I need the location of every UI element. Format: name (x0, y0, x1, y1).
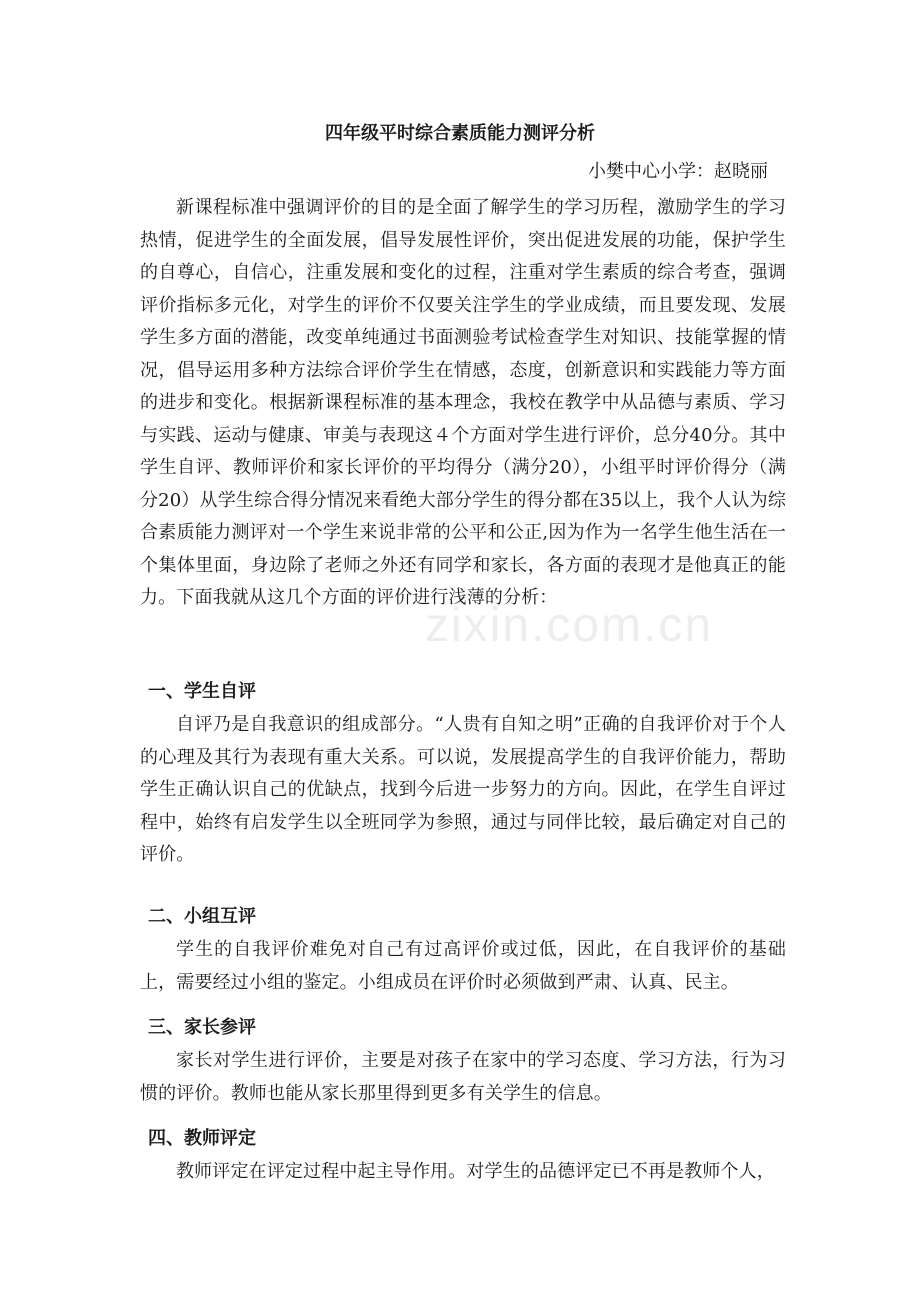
author-line: 小樊中心小学：赵晓丽 (588, 161, 768, 182)
section-text-parent-evaluation: 家长对学生进行评价，主要是对孩子在家中的学习态度、学习方法，行为习惯的评价。教师也能从家长那里得到更多有关学生的信息。 (140, 1050, 786, 1104)
section-text-group-evaluation: 学生的自我评价难免对自己有过高评价或过低，因此，在自我评价的基础上，需要经过小组的鉴定。小组成员在评价时必须做到严肃、认真、民主。 (140, 939, 786, 993)
intro-paragraph: 新课程标准中强调评价的目的是全面了解学生的学习历程，激励学生的学习热情，促进学生的全面发展，倡导发展性评价，突出促进发展的功能，保护学生的自尊心，自信心，注重发展和变化的过程，注重对学生素质的综合考查，强调评价指标多元化，对学生的评价不仅要关注学生的学业成绩，而且要发现、发展学生多方面的潜能，改变单纯通过书面测验考试检查学生对知识、技能掌握的情况，倡导运用多种方法综合评价学生在情感，态度，创新意识和实践能力等方面的进步和变化。根据新课程标准的基本理念，我校在教学中从品德与素质、学习与实践、运动与健康、审美与表现这４个方面对学生进行评价，总分40分。其中学生自评、教师评价和家长评价的平均得分（满分20），小组平时评价得分（满分20）从学生综合得分情况来看绝大部分学生的得分都在35以上，我个人认为综合素质能力测评对一个学生来说非常的公平和公正,因为作为一名学生他生活在一个集体里面，身边除了老师之外还有同学和家长，各方面的表现才是他真正的能力。下面我就从这几个方面的评价进行浅薄的分析： (140, 197, 786, 608)
section-heading-self-evaluation: 一、学生自评 (148, 681, 256, 702)
watermark: zixin.com.cn (425, 599, 714, 652)
section-text-teacher-evaluation: 教师评定在评定过程中起主导作用。对学生的品德评定已不再是教师个人， (176, 1161, 775, 1182)
section-heading-group-evaluation: 二、小组互评 (148, 906, 256, 927)
section-text-self-evaluation: 自评乃是自我意识的组成部分。“人贵有自知之明”正确的自我评价对于个人的心理及其行为表现有重大关系。可以说，发展提高学生的自我评价能力，帮助学生正确认识自己的优缺点，找到今后进一步努力的方向。因此，在学生自评过程中，始终有启发学生以全班同学为参照，通过与同伴比较，最后确定对自己的评价。 (140, 714, 786, 865)
section-heading-teacher-evaluation: 四、教师评定 (148, 1128, 256, 1149)
document-title: 四年级平时综合素质能力测评分析 (325, 123, 595, 144)
section-heading-parent-evaluation: 三、家长参评 (148, 1017, 256, 1038)
